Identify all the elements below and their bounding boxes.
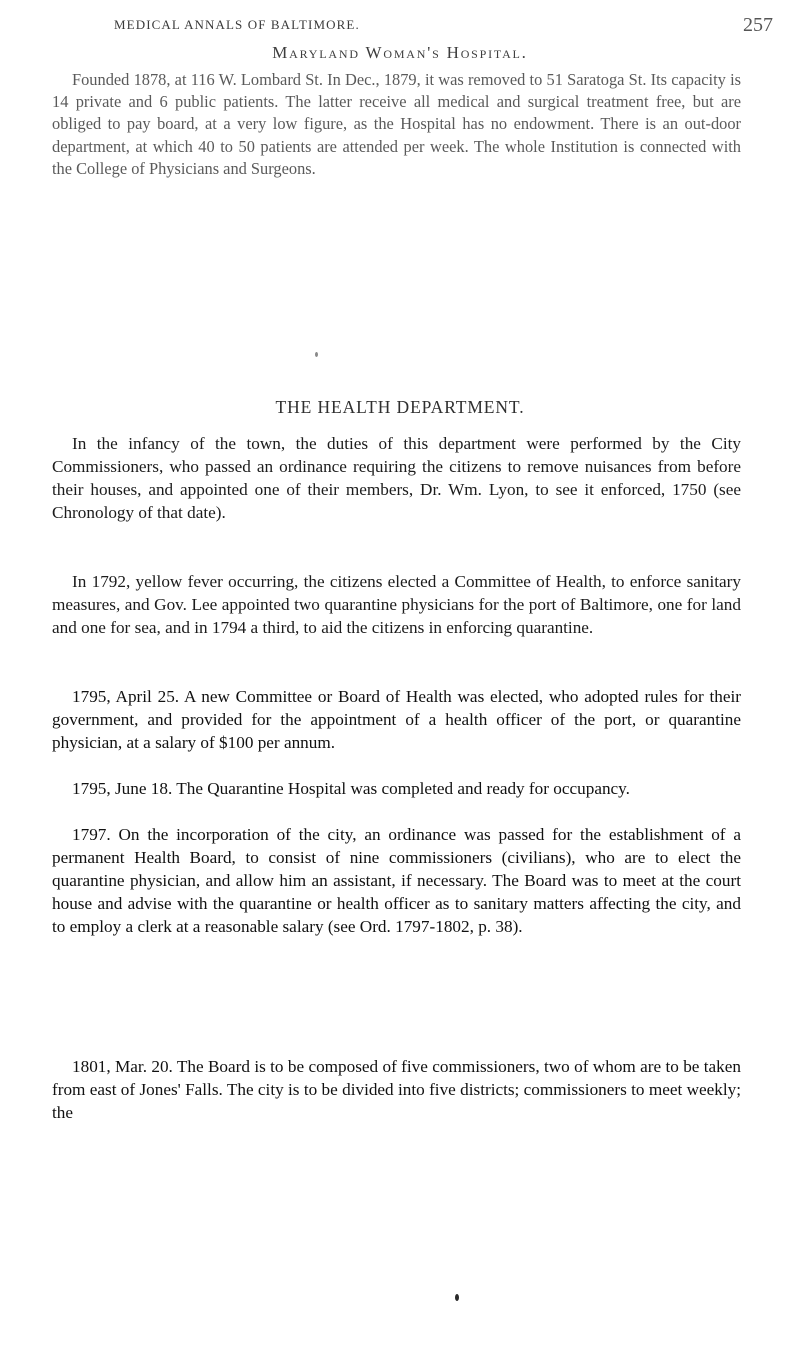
health-paragraph: 1795, June 18. The Quarantine Hospital was completed and ready for occupancy. xyxy=(72,779,630,798)
ink-speck xyxy=(455,1294,459,1301)
hospital-section-title: Maryland Woman's Hospital. xyxy=(272,43,528,62)
health-paragraph: 1797. On the incorporation of the city, an ordinance was passed for the establishment of a permanent Health Board, to consist of nine commissioners (civilians), who are to elect the quarantine physician, and allow him an assistant, if necessary. The Board was to meet at the court house and advise with the quarantine or health officer as to sanitary matters affecting the city, and to employ a clerk at a reasonable salary (see Ord. 1797-1802, p. 38). xyxy=(52,825,741,937)
page-number: 257 xyxy=(743,14,773,36)
ink-speck xyxy=(315,352,318,357)
health-paragraph: In the infancy of the town, the duties of this department were performed by the City Commissioners, who passed an ordinance requiring the citizens to remove nuisances from before their houses, and appointed one of their members, Dr. Wm. Lyon, to see it enforced, 1750 (see Chronology of that date). xyxy=(52,434,741,523)
health-paragraph: In 1792, yellow fever occurring, the citizens elected a Committee of Health, to enforce sanitary measures, and Gov. Lee appointed two quarantine physicians for the port of Baltimore, one for land and one for sea, and in 1794 a third, to aid the citizens in enforcing quarantine. xyxy=(52,572,741,638)
hospital-paragraph: Founded 1878, at 116 W. Lombard St. In Dec., 1879, it was removed to 51 Saratoga St. Its capacity is 14 private and 6 public patients. The latter receive all medical and surgical treatment free, but are obliged to pay board, at a very low figure, as the Hospital has no endowment. There is an out-door department, at which 40 to 50 patients are attended per week. The whole Institution is connected with the College of Physicians and Surgeons. xyxy=(52,70,741,178)
health-department-title: THE HEALTH DEPARTMENT. xyxy=(275,397,525,417)
running-head xyxy=(0,14,800,38)
running-title: MEDICAL ANNALS OF BALTIMORE. xyxy=(114,17,360,32)
health-paragraph: 1801, Mar. 20. The Board is to be composed of five commissioners, two of whom are to be taken from east of Jones' Falls. The city is to be divided into five districts; commissioners to meet weekly; the xyxy=(52,1057,741,1123)
health-paragraph: 1795, April 25. A new Committee or Board of Health was elected, who adopted rules for their government, and provided for the appointment of a health officer of the port, or quarantine physician, at a salary of $100 per annum. xyxy=(52,687,741,753)
